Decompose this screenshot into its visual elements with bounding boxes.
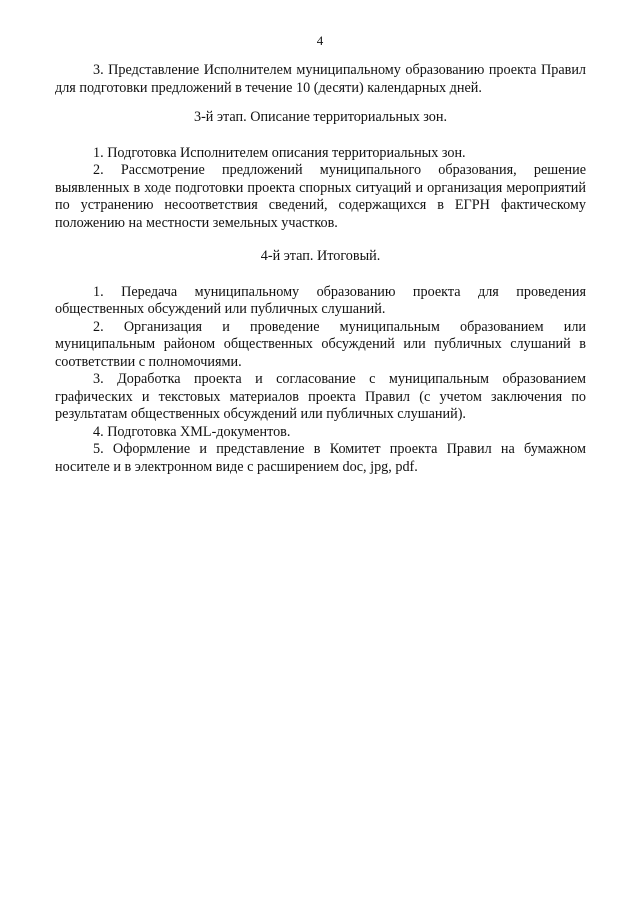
stage-3-item-2: 2. Рассмотрение предложений муниципального образования, решение выявленных в ходе подготовки проекта спорных ситуаций и организация мероприятий по устранению несоответствия сведений, содержащихся в ЕГРН фактическому положению на местности земельных участков. (55, 162, 586, 231)
stage-4-item-2: 2. Организация и проведение муниципальным образованием или муниципальным районом общественных обсуждений или публичных слушаний в соответствии с полномочиями. (55, 318, 586, 370)
stage-3-item-1: 1. Подготовка Исполнителем описания территориальных зон. (93, 144, 466, 161)
stage-4-heading: 4-й этап. Итоговый. (260, 248, 381, 264)
intro-item-3: 3. Представление Исполнителем муниципальному образованию проекта Правил для подготовки предложений в течение 10 (десяти) календарных дней. (55, 62, 586, 96)
stage-4-item-1: 1. Передача муниципальному образованию проекта для проведения общественных обсуждений или публичных слушаний. (55, 283, 586, 317)
stage-4-item-3: 3. Доработка проекта и согласование с муниципальным образованием графических и текстовых материалов проекта Правил (с учетом заключения по результатам общественных обсуждений или публичных слушаний). (55, 371, 586, 422)
document-body (55, 62, 586, 476)
stage-4-item-5: 5. Оформление и представление в Комитет проекта Правил на бумажном носителе и в электронном виде с расширением doc, jpg, pdf. (55, 441, 586, 475)
stage-4-item-4: 4. Подготовка XML-документов. (93, 423, 291, 440)
page-number: 4 (316, 33, 324, 48)
stage-3-heading: 3-й этап. Описание территориальных зон. (193, 109, 447, 125)
